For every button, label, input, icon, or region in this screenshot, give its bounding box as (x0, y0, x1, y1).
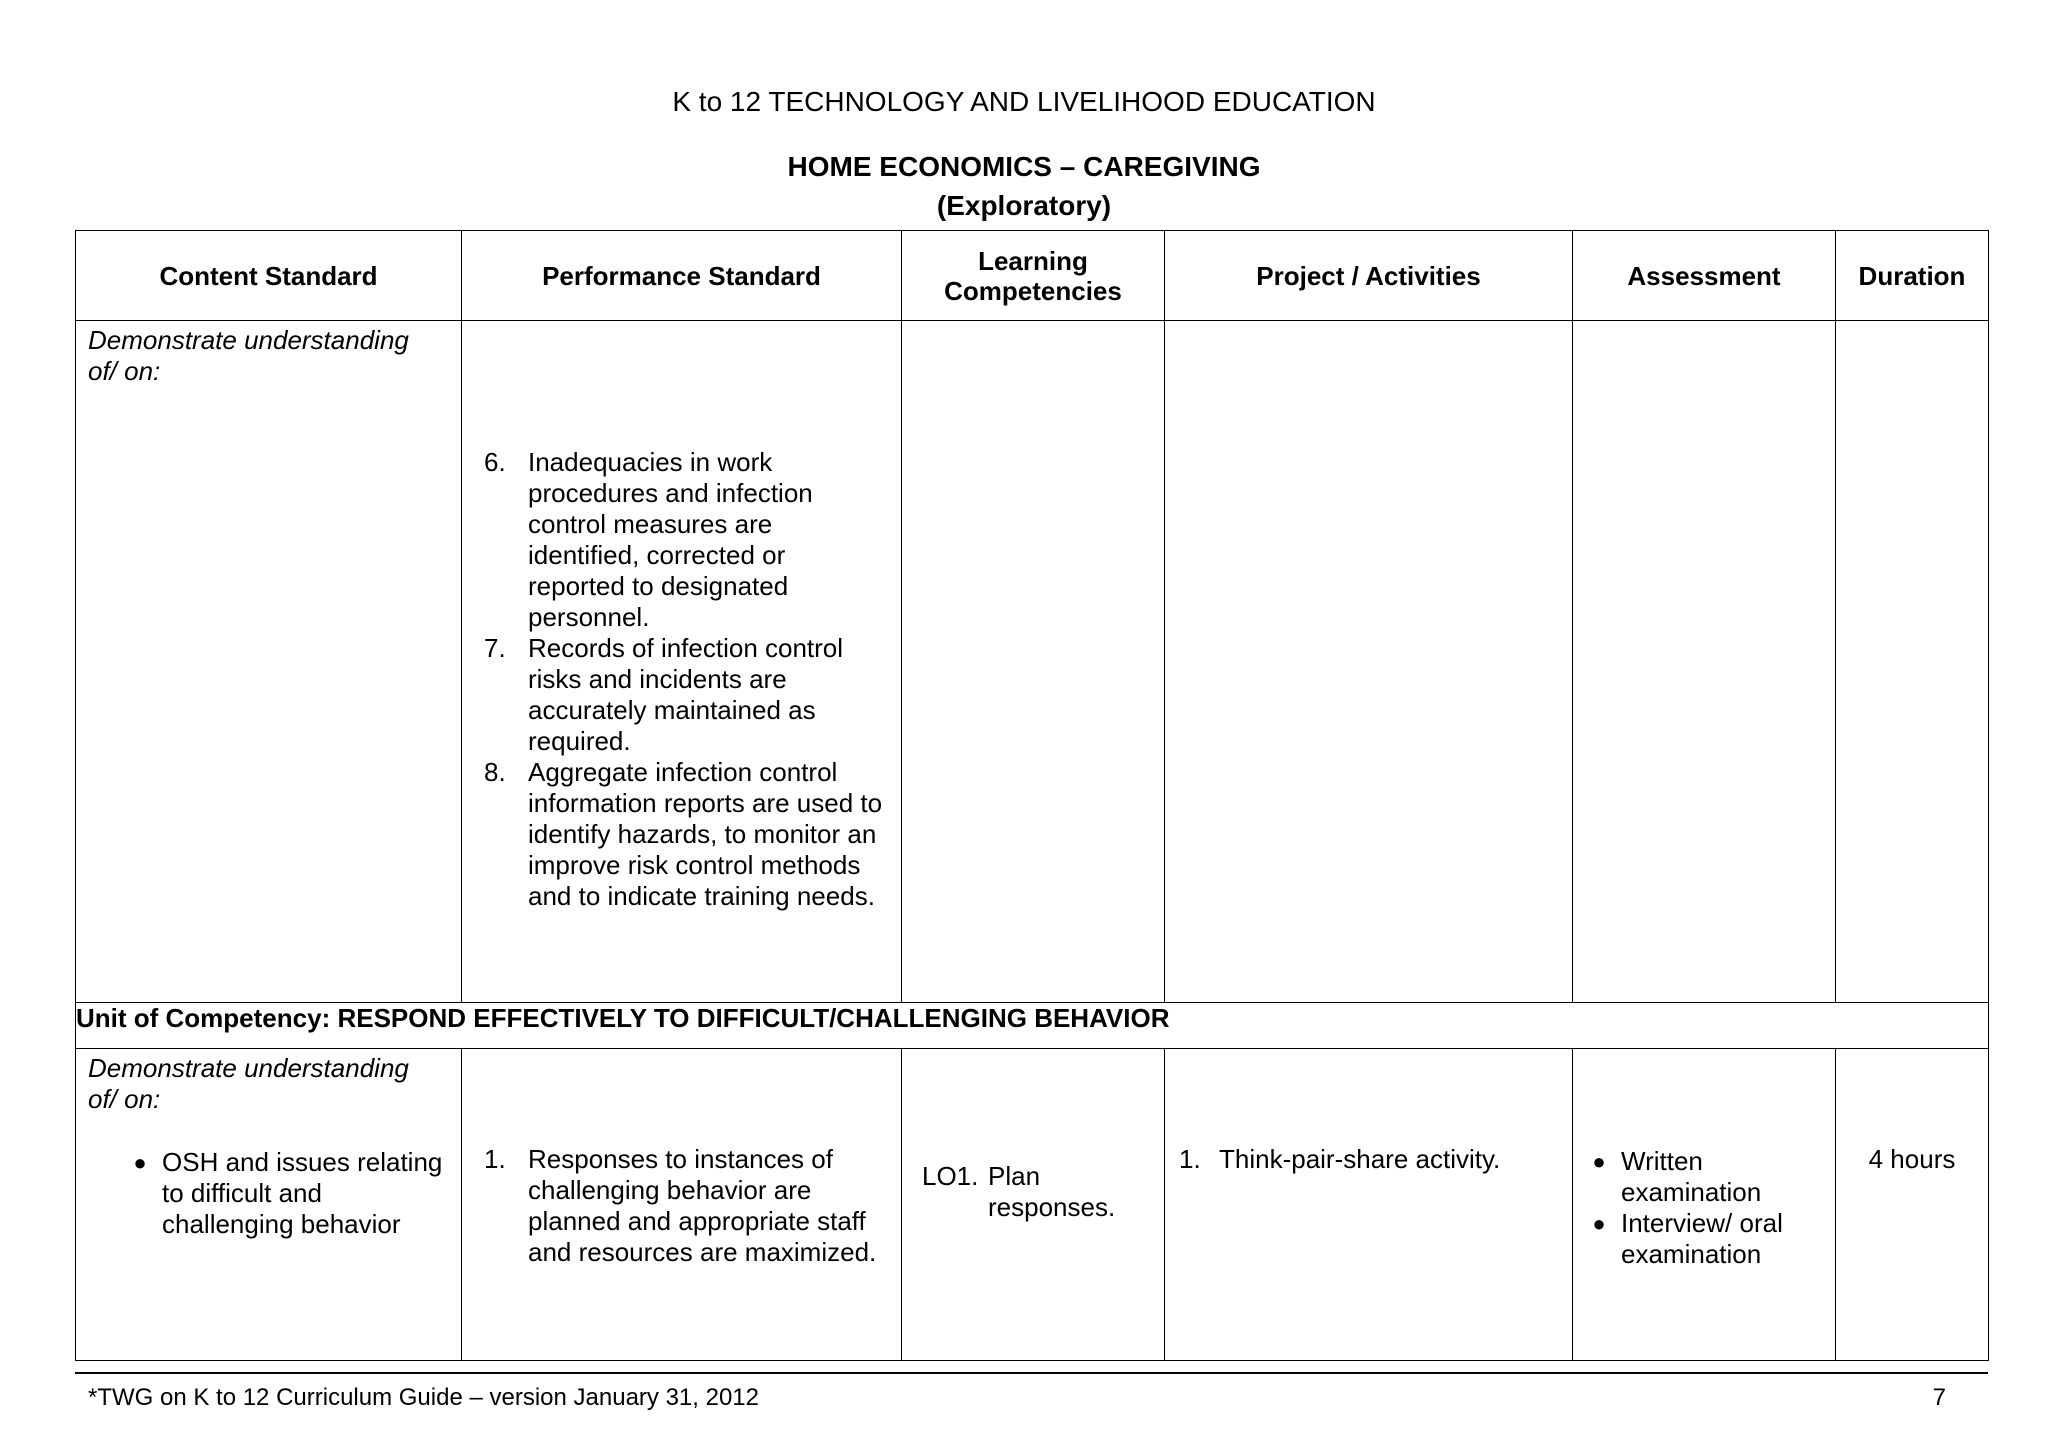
activities-list (1165, 1049, 1572, 1175)
footer-note: *TWG on K to 12 Curriculum Guide – version January 31, 2012 (88, 1384, 759, 1411)
cell-duration (1836, 1049, 1989, 1361)
performance-list (462, 1049, 901, 1268)
col-header-duration: Duration (1836, 231, 1989, 321)
cell-performance-standard (462, 321, 902, 1003)
bullet-icon: ● (1592, 1211, 1606, 1236)
document-level: (Exploratory) (936, 190, 1112, 221)
list-item: 8. Aggregate infection control information reports are used to identify hazards, to monitor an improve risk control methods and to indicate training needs. (484, 757, 883, 911)
cell-content-standard (76, 1049, 462, 1361)
cell-project-activities (1165, 1049, 1573, 1361)
document-subtitle: HOME ECONOMICS – CAREGIVING (787, 151, 1261, 182)
cell-content-standard (76, 321, 462, 1003)
cell-project-activities (1165, 321, 1573, 1003)
assessment-list (1573, 1049, 1835, 1270)
performance-list (462, 321, 901, 912)
cell-learning-competencies (902, 321, 1165, 1003)
list-item: ● Written examination (1577, 1146, 1821, 1208)
list-item: ● OSH and issues relating to difficult and challenging behavior (118, 1147, 447, 1240)
col-header-assessment: Assessment (1573, 231, 1836, 321)
bullet-icon: ● (133, 1150, 147, 1175)
cell-assessment (1573, 1049, 1836, 1361)
content-standard-text: Demonstrate understanding of/ on: (88, 325, 409, 386)
content-bullets (76, 1115, 461, 1240)
col-header-performance-standard: Performance Standard (462, 231, 902, 321)
list-item: 1. Think-pair-share activity. (1179, 1144, 1501, 1174)
bullet-icon: ● (1592, 1149, 1606, 1174)
col-header-project-activities: Project / Activities (1165, 231, 1573, 321)
col-header-learning-competencies: Learning Competencies (902, 231, 1165, 321)
col-header-content-standard: Content Standard (76, 231, 462, 321)
cell-duration (1836, 321, 1989, 1003)
table-row (76, 321, 1989, 1003)
unit-of-competency: Unit of Competency: RESPOND EFFECTIVELY TO DIFFICULT/CHALLENGING BEHAVIOR (76, 1003, 1989, 1049)
content-standard-intro: Demonstrate understanding of/ on: (88, 1053, 409, 1114)
cell-performance-standard (462, 1049, 902, 1361)
list-item: 7. Records of infection control risks and incidents are accurately maintained as required. (484, 633, 844, 756)
list-item: 6. Inadequacies in work procedures and infection control measures are identified, corrected or reported to designated personnel. (484, 447, 813, 632)
page-number: 7 (1932, 1384, 1946, 1411)
footer-divider (75, 1372, 1988, 1374)
table-row (76, 1049, 1989, 1361)
duration-value: 4 hours (1868, 1144, 1956, 1174)
cell-assessment (1573, 321, 1836, 1003)
list-item: ● Interview/ oral examination (1577, 1208, 1821, 1270)
unit-of-competency-row (76, 1003, 1989, 1049)
list-item: 1. Responses to instances of challenging behavior are planned and appropriate staff and resources are maximized. (484, 1144, 877, 1267)
curriculum-table (75, 230, 1989, 1361)
competency-item: LO1. Plan responses. (922, 1161, 1116, 1222)
table-header-row (76, 231, 1989, 321)
cell-learning-competencies (902, 1049, 1165, 1361)
document-title: K to 12 TECHNOLOGY AND LIVELIHOOD EDUCATION (672, 86, 1376, 117)
